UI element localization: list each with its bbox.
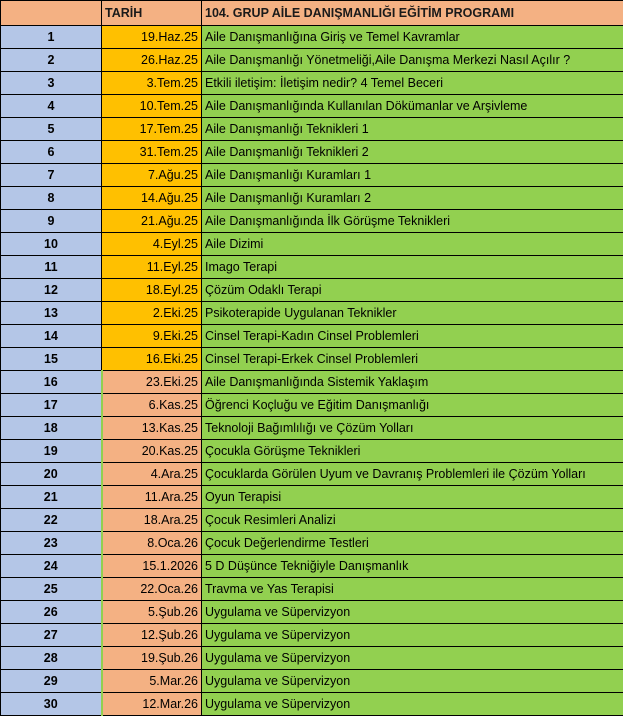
date-cell[interactable]: 4.Ara.25	[102, 463, 202, 486]
row-number-cell[interactable]: 29	[1, 670, 102, 693]
row-number-cell[interactable]: 19	[1, 440, 102, 463]
topic-cell[interactable]: Aile Danışmanlığı Kuramları 2	[202, 187, 623, 210]
date-cell[interactable]: 10.Tem.25	[102, 95, 202, 118]
table-row	[1, 670, 623, 693]
date-cell[interactable]: 15.1.2026	[102, 555, 202, 578]
topic-cell[interactable]: 5 D Düşünce Tekniğiyle Danışmanlık	[202, 555, 623, 578]
topic-cell[interactable]: Çocuk Değerlendirme Testleri	[202, 532, 623, 555]
topic-cell[interactable]: Aile Danışmanlığı Teknikleri 1	[202, 118, 623, 141]
row-number-cell[interactable]: 8	[1, 187, 102, 210]
row-number-cell[interactable]: 15	[1, 348, 102, 371]
table-row	[1, 348, 623, 371]
topic-cell[interactable]: Teknoloji Bağımlılığı ve Çözüm Yolları	[202, 417, 623, 440]
table-row	[1, 440, 623, 463]
table-row	[1, 256, 623, 279]
topic-cell[interactable]: Uygulama ve Süpervizyon	[202, 670, 623, 693]
date-cell[interactable]: 18.Ara.25	[102, 509, 202, 532]
header-date-cell[interactable]: TARİH	[102, 1, 202, 26]
program-table-body	[1, 1, 623, 716]
date-cell[interactable]: 4.Eyl.25	[102, 233, 202, 256]
date-cell[interactable]: 5.Mar.26	[102, 670, 202, 693]
row-number-cell[interactable]: 25	[1, 578, 102, 601]
table-row	[1, 371, 623, 394]
table-row	[1, 187, 623, 210]
table-row	[1, 417, 623, 440]
date-cell[interactable]: 20.Kas.25	[102, 440, 202, 463]
date-cell[interactable]: 8.Oca.26	[102, 532, 202, 555]
row-number-cell[interactable]: 24	[1, 555, 102, 578]
table-row	[1, 210, 623, 233]
table-row	[1, 532, 623, 555]
topic-cell[interactable]: Cinsel Terapi-Erkek Cinsel Problemleri	[202, 348, 623, 371]
table-row	[1, 555, 623, 578]
date-cell[interactable]: 2.Eki.25	[102, 302, 202, 325]
table-row	[1, 693, 623, 716]
date-cell[interactable]: 17.Tem.25	[102, 118, 202, 141]
row-number-cell[interactable]: 23	[1, 532, 102, 555]
row-number-cell[interactable]: 30	[1, 693, 102, 716]
row-number-cell[interactable]: 7	[1, 164, 102, 187]
topic-cell[interactable]: Psikoterapide Uygulanan Teknikler	[202, 302, 623, 325]
table-row	[1, 578, 623, 601]
row-number-cell[interactable]: 10	[1, 233, 102, 256]
date-cell[interactable]: 5.Şub.26	[102, 601, 202, 624]
topic-cell[interactable]: Oyun Terapisi	[202, 486, 623, 509]
table-row	[1, 624, 623, 647]
row-number-cell[interactable]: 3	[1, 72, 102, 95]
topic-cell[interactable]: Çocuk Resimleri Analizi	[202, 509, 623, 532]
date-cell[interactable]: 16.Eki.25	[102, 348, 202, 371]
topic-cell[interactable]: Etkili iletişim: İletişim nedir? 4 Temel Beceri	[202, 72, 623, 95]
row-number-cell[interactable]: 20	[1, 463, 102, 486]
date-cell[interactable]: 18.Eyl.25	[102, 279, 202, 302]
topic-cell[interactable]: Uygulama ve Süpervizyon	[202, 601, 623, 624]
row-number-cell[interactable]: 18	[1, 417, 102, 440]
row-number-cell[interactable]: 17	[1, 394, 102, 417]
topic-cell[interactable]: Uygulama ve Süpervizyon	[202, 624, 623, 647]
row-number-cell[interactable]: 4	[1, 95, 102, 118]
table-row	[1, 394, 623, 417]
table-row	[1, 72, 623, 95]
table-row	[1, 509, 623, 532]
date-cell[interactable]: 12.Mar.26	[102, 693, 202, 716]
topic-cell[interactable]: Travma ve Yas Terapisi	[202, 578, 623, 601]
row-number-cell[interactable]: 13	[1, 302, 102, 325]
topic-cell[interactable]: Aile Danışmanlığında Sistemik Yaklaşım	[202, 371, 623, 394]
row-number-cell[interactable]: 22	[1, 509, 102, 532]
topic-cell[interactable]: Aile Danışmanlığı Kuramları 1	[202, 164, 623, 187]
header-row	[1, 1, 623, 26]
row-number-cell[interactable]: 26	[1, 601, 102, 624]
topic-cell[interactable]: Uygulama ve Süpervizyon	[202, 647, 623, 670]
topic-cell[interactable]: Aile Danışmanlığı Teknikleri 2	[202, 141, 623, 164]
row-number-cell[interactable]: 11	[1, 256, 102, 279]
table-row	[1, 164, 623, 187]
table-row	[1, 601, 623, 624]
date-cell[interactable]: 22.Oca.26	[102, 578, 202, 601]
row-number-cell[interactable]: 5	[1, 118, 102, 141]
topic-cell[interactable]: Imago Terapi	[202, 256, 623, 279]
date-cell[interactable]: 6.Kas.25	[102, 394, 202, 417]
topic-cell[interactable]: Aile Danışmanlığı Yönetmeliği,Aile Danışma Merkezi Nasıl Açılır ?	[202, 49, 623, 72]
topic-cell[interactable]: Aile Dizimi	[202, 233, 623, 256]
table-row	[1, 141, 623, 164]
table-row	[1, 233, 623, 256]
topic-cell[interactable]: Aile Danışmanlığına Giriş ve Temel Kavramlar	[202, 26, 623, 49]
date-cell[interactable]: 19.Şub.26	[102, 647, 202, 670]
date-cell[interactable]: 3.Tem.25	[102, 72, 202, 95]
row-number-cell[interactable]: 6	[1, 141, 102, 164]
date-cell[interactable]: 13.Kas.25	[102, 417, 202, 440]
table-row	[1, 486, 623, 509]
table-row	[1, 118, 623, 141]
topic-cell[interactable]: Çözüm Odaklı Terapi	[202, 279, 623, 302]
table-row	[1, 95, 623, 118]
row-number-cell[interactable]: 1	[1, 26, 102, 49]
table-row	[1, 463, 623, 486]
date-cell[interactable]: 31.Tem.25	[102, 141, 202, 164]
topic-cell[interactable]: Aile Danışmanlığında Kullanılan Dökümanlar ve Arşivleme	[202, 95, 623, 118]
table-row	[1, 279, 623, 302]
date-cell[interactable]: 7.Ağu.25	[102, 164, 202, 187]
header-num-cell[interactable]	[1, 1, 102, 26]
row-number-cell[interactable]: 16	[1, 371, 102, 394]
row-number-cell[interactable]: 28	[1, 647, 102, 670]
date-cell[interactable]: 14.Ağu.25	[102, 187, 202, 210]
table-row	[1, 49, 623, 72]
topic-cell[interactable]: Öğrenci Koçluğu ve Eğitim Danışmanlığı	[202, 394, 623, 417]
date-cell[interactable]: 9.Eki.25	[102, 325, 202, 348]
topic-cell[interactable]: Çocuklarda Görülen Uyum ve Davranış Problemleri ile Çözüm Yolları	[202, 463, 623, 486]
table-row	[1, 647, 623, 670]
topic-cell[interactable]: Uygulama ve Süpervizyon	[202, 693, 623, 716]
date-cell[interactable]: 12.Şub.26	[102, 624, 202, 647]
topic-cell[interactable]: Çocukla Görüşme Teknikleri	[202, 440, 623, 463]
row-number-cell[interactable]: 2	[1, 49, 102, 72]
row-number-cell[interactable]: 9	[1, 210, 102, 233]
row-number-cell[interactable]: 27	[1, 624, 102, 647]
date-cell[interactable]: 23.Eki.25	[102, 371, 202, 394]
date-cell[interactable]: 26.Haz.25	[102, 49, 202, 72]
table-row	[1, 325, 623, 348]
topic-cell[interactable]: Aile Danışmanlığında İlk Görüşme Teknikleri	[202, 210, 623, 233]
topic-cell[interactable]: Cinsel Terapi-Kadın Cinsel Problemleri	[202, 325, 623, 348]
table-row	[1, 26, 623, 49]
date-cell[interactable]: 11.Ara.25	[102, 486, 202, 509]
row-number-cell[interactable]: 21	[1, 486, 102, 509]
date-cell[interactable]: 11.Eyl.25	[102, 256, 202, 279]
row-number-cell[interactable]: 14	[1, 325, 102, 348]
date-cell[interactable]: 19.Haz.25	[102, 26, 202, 49]
table-row	[1, 302, 623, 325]
header-title-cell[interactable]: 104. GRUP AİLE DANIŞMANLIĞI EĞİTİM PROGRAMI	[202, 1, 623, 26]
row-number-cell[interactable]: 12	[1, 279, 102, 302]
date-cell[interactable]: 21.Ağu.25	[102, 210, 202, 233]
